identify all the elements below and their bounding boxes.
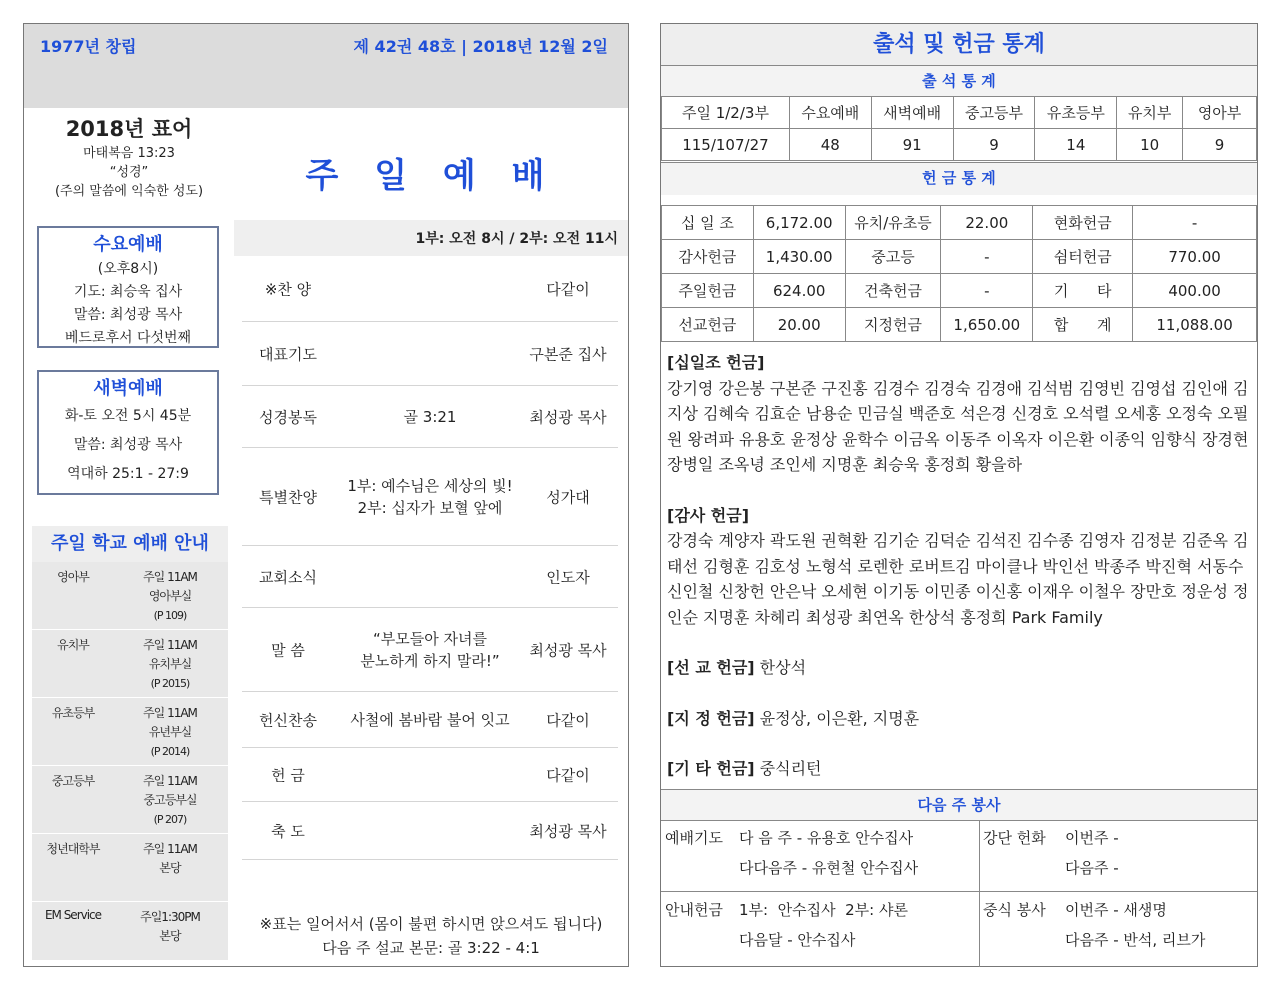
- order-row: [242, 448, 618, 546]
- mission-names-block: [667, 655, 1253, 681]
- order-label: 대표기도: [259, 345, 317, 363]
- offering-label: 현화헌금: [1033, 206, 1133, 240]
- offering-label: 합 계: [1033, 308, 1133, 342]
- tithe-names: 강기영 강은봉 구본준 구진홍 김경수 김경숙 김경애 김석범 김영빈 김영섭 김인애 김지상 김혜숙 김효순 남용순 민금실 백준호 석은경 신경호 오석렬 오세홍 오정숙 오필원 왕려파 유용호 윤정상 윤학수 이금옥 이동주 이옥자 이은환 이종익 임향식 장경현 장병일 조옥녕 조인세 지명훈 최승욱 홍정희 황을하: [667, 378, 1249, 474]
- school-place: 본당: [159, 861, 181, 875]
- school-time: 주일 11AM: [143, 570, 197, 584]
- school-info: [118, 568, 222, 625]
- attendance-header: 영아부: [1183, 97, 1257, 129]
- order-row: [242, 802, 618, 860]
- order-row: [242, 256, 618, 322]
- school-row: [32, 766, 228, 834]
- dawn-line: 말씀: 최성광 목사: [73, 437, 183, 453]
- offering-amount: 6,172.00: [753, 206, 845, 240]
- order-detail: 골 3:21: [403, 407, 457, 426]
- school-time: 주일1:30PM: [140, 910, 200, 924]
- guide-line: 다음달 - 안수집사: [739, 931, 856, 949]
- motto-section: [24, 114, 234, 201]
- prayer-label: 예배기도: [665, 829, 723, 847]
- order-label: 축 도: [271, 822, 305, 840]
- dawn-line: 화-토 오전 5시 45분: [64, 408, 192, 424]
- thanks-names: 강경숙 계양자 곽도원 권혁환 김기순 김덕순 김석진 김수종 김영자 김정분 김준옥 김태선 김형훈 김호성 노형석 로렌한 로버트김 마이클나 박인선 박종주 박진혁 서동수 신인철 신창헌 안은낙 오세현 이기동 이민종 이신홍 이재우 이철우 장만호 정운성 정인순 지명훈 차헤리 최성광 최연옥 한상석 홍정희 Park Family: [667, 531, 1249, 627]
- attendance-header: 새벽예배: [871, 97, 953, 129]
- mission-names: 한상석: [754, 658, 807, 677]
- thanks-names-block: [667, 503, 1253, 631]
- offering-amount: 1,650.00: [941, 308, 1033, 342]
- offering-names: [667, 350, 1253, 807]
- motto-verse: 마태복음 13:23: [83, 146, 175, 161]
- school-dept: 유초등부: [51, 706, 95, 720]
- offering-label: 기 타: [1033, 274, 1133, 308]
- order-leader: 다같이: [546, 280, 590, 298]
- school-row: [32, 902, 228, 960]
- flower-line: 다음주 -: [1065, 859, 1119, 877]
- bulletin-header: [24, 24, 628, 108]
- offering-amount: 400.00: [1133, 274, 1257, 308]
- attendance-header: 유치부: [1117, 97, 1183, 129]
- offering-amount: 11,088.00: [1133, 308, 1257, 342]
- offering-row: [662, 206, 1257, 240]
- school-place: 중고등부실: [143, 793, 197, 807]
- worship-time-bar: [234, 220, 628, 256]
- order-detail: 사철에 봄바람 불어 잇고: [350, 710, 510, 729]
- attendance-value: 14: [1035, 129, 1117, 161]
- school-room: (P 2014): [150, 745, 190, 758]
- offering-row: [662, 240, 1257, 274]
- dawn-title: 새벽예배: [93, 378, 163, 399]
- flower-line: 이번주 -: [1065, 829, 1119, 847]
- attendance-value: 9: [1183, 129, 1257, 161]
- school-dept: 중고등부: [51, 774, 95, 788]
- other-names: 중식리턴: [754, 759, 822, 778]
- next-week-service: [661, 820, 1257, 966]
- next-sermon-text: 다음 주 설교 본문: 골 3:22 - 4:1: [322, 939, 540, 957]
- worship-times: 1부: 오전 8시 / 2부: 오전 11시: [415, 231, 618, 247]
- order-label: 교회소식: [259, 568, 317, 586]
- offering-row: [662, 274, 1257, 308]
- offering-amount: 20.00: [753, 308, 845, 342]
- order-detail: “부모들아 자녀를 분노하게 하지 말라!”: [360, 629, 500, 670]
- school-time: 주일 11AM: [143, 638, 197, 652]
- offering-amount: 770.00: [1133, 240, 1257, 274]
- school-room: (P 207): [153, 813, 187, 826]
- order-leader: 최성광 목사: [529, 408, 607, 426]
- order-leader: 다같이: [546, 766, 590, 784]
- designated-names-block: [667, 706, 1253, 732]
- worship-title-area: [234, 108, 628, 220]
- offering-row: [662, 308, 1257, 342]
- offering-label: 십 일 조: [662, 206, 754, 240]
- designated-names: 윤정상, 이은환, 지명훈: [754, 708, 920, 728]
- designated-heading: [지 정 헌금]: [667, 708, 755, 728]
- dawn-service-box: [37, 370, 219, 495]
- school-room: (P 2015): [150, 677, 190, 690]
- school-place: 유년부실: [148, 725, 192, 739]
- attendance-value: 91: [871, 129, 953, 161]
- offering-label: 지정헌금: [845, 308, 941, 342]
- order-row: [242, 692, 618, 748]
- order-label: 헌신찬송: [259, 711, 317, 729]
- other-names-block: [667, 756, 1253, 782]
- bulletin-left-page: [23, 23, 629, 967]
- flower-label: 강단 헌화: [983, 829, 1046, 847]
- divider: [979, 821, 980, 967]
- order-label: 특별찬양: [259, 488, 317, 506]
- thanks-heading: [감사 헌금]: [667, 505, 750, 525]
- order-leader: 최성광 목사: [529, 822, 607, 840]
- issue-info: 제 42권 48호 | 2018년 12월 2일: [353, 37, 608, 56]
- school-row: [32, 834, 228, 902]
- offering-label: 건축헌금: [845, 274, 941, 308]
- dawn-line: 역대하 25:1 - 27:9: [67, 466, 189, 482]
- offering-title: 헌 금 통 계: [661, 162, 1257, 195]
- school-place: 본당: [159, 929, 181, 943]
- mission-heading: [선 교 헌금]: [667, 658, 755, 677]
- order-leader: 인도자: [546, 568, 590, 586]
- worship-note: [234, 912, 628, 960]
- wednesday-line: 베드로후서 다섯번째: [64, 330, 192, 346]
- sidebar: [24, 108, 234, 966]
- next-week-title: 다음 주 봉사: [661, 789, 1257, 820]
- school-info: [118, 772, 222, 829]
- wednesday-service-box: [37, 226, 219, 348]
- stats-title: 출석 및 헌금 통계: [661, 24, 1257, 65]
- divider: [661, 891, 1257, 892]
- school-info: [118, 636, 222, 693]
- sunday-school-title: 주일 학교 예배 안내: [32, 526, 228, 562]
- offering-label: 유치/유초등: [845, 206, 941, 240]
- bulletin-right-page: [660, 23, 1258, 967]
- offering-label: 선교헌금: [662, 308, 754, 342]
- offering-amount: -: [1133, 206, 1257, 240]
- offering-amount: -: [941, 274, 1033, 308]
- worship-order: [242, 256, 618, 860]
- standing-note: ※표는 일어서서 (몸이 불편 하시면 앉으셔도 됩니다): [259, 915, 603, 933]
- school-dept: 영아부: [57, 570, 89, 584]
- offering-table: [661, 205, 1257, 342]
- offering-label: 감사헌금: [662, 240, 754, 274]
- school-row: [32, 630, 228, 698]
- guide-line: 1부: 안수집사 2부: 샤론: [739, 901, 908, 919]
- offering-label: 쉼터헌금: [1033, 240, 1133, 274]
- attendance-header: 유초등부: [1035, 97, 1117, 129]
- other-heading: [기 타 헌금]: [667, 759, 755, 778]
- offering-amount: 22.00: [941, 206, 1033, 240]
- lunch-label: 중식 봉사: [983, 901, 1046, 919]
- order-leader: 구본준 집사: [529, 345, 607, 363]
- order-row: [242, 748, 618, 802]
- worship-main: [234, 108, 628, 966]
- school-info: [118, 704, 222, 761]
- offering-amount: 1,430.00: [753, 240, 845, 274]
- order-label: 헌 금: [271, 766, 305, 784]
- school-row: [32, 698, 228, 766]
- sunday-school-list: [32, 562, 228, 960]
- attendance-title: 출 석 통 계: [661, 65, 1257, 96]
- attendance-value: 10: [1117, 129, 1183, 161]
- order-row: [242, 546, 618, 608]
- attendance-value: 115/107/27: [662, 129, 790, 161]
- order-label: 성경봉독: [259, 408, 317, 426]
- offering-label: 중고등: [845, 240, 941, 274]
- school-dept: 유치부: [57, 638, 89, 652]
- worship-title: 주 일 예 배: [305, 156, 557, 196]
- offering-amount: -: [941, 240, 1033, 274]
- order-row: [242, 608, 618, 692]
- school-place: 영아부실: [148, 589, 192, 603]
- order-leader: 최성광 목사: [529, 641, 607, 659]
- prayer-line: 다 음 주 - 유용호 안수집사: [739, 829, 914, 847]
- wednesday-line: 말씀: 최성광 목사: [73, 307, 183, 323]
- attendance-header: 주일 1/2/3부: [662, 97, 790, 129]
- wednesday-title: 수요예배: [93, 234, 163, 255]
- school-dept: 청년대학부: [46, 842, 100, 856]
- lunch-line: 다음주 - 반석, 리브가: [1065, 931, 1206, 949]
- school-info: [118, 840, 222, 878]
- attendance-table: [661, 96, 1257, 161]
- offering-amount: 624.00: [753, 274, 845, 308]
- school-room: (P 109): [153, 609, 187, 622]
- school-time: 주일 11AM: [143, 842, 197, 856]
- prayer-line: 다다음주 - 유현철 안수집사: [739, 859, 919, 877]
- tithe-heading: [십일조 헌금]: [667, 353, 765, 372]
- order-label: 말 씀: [271, 641, 305, 659]
- motto-desc: (주의 말씀에 익숙한 성도): [54, 184, 204, 199]
- attendance-header: 중고등부: [953, 97, 1035, 129]
- attendance-value: 9: [953, 129, 1035, 161]
- guide-label: 안내헌금: [665, 901, 723, 919]
- order-detail: 1부: 예수님은 세상의 빛! 2부: 십자가 보혈 앞에: [347, 476, 513, 517]
- school-row: [32, 562, 228, 630]
- school-place: 유치부실: [148, 657, 192, 671]
- attendance-header-row: [662, 97, 1257, 129]
- lunch-line: 이번주 - 새생명: [1065, 901, 1167, 919]
- school-info: [118, 908, 222, 946]
- order-leader: 성가대: [546, 488, 590, 506]
- founded-text: 1977년 창립: [40, 37, 137, 56]
- offering-label: 주일헌금: [662, 274, 754, 308]
- attendance-value-row: [662, 129, 1257, 161]
- wednesday-line: 기도: 최승욱 집사: [73, 284, 183, 300]
- attendance-header: 수요예배: [789, 97, 871, 129]
- attendance-value: 48: [789, 129, 871, 161]
- motto-word: “성경”: [109, 165, 149, 180]
- school-dept: EM Service: [44, 908, 102, 922]
- school-time: 주일 11AM: [143, 706, 197, 720]
- order-label: ※찬 양: [264, 280, 312, 298]
- order-row: [242, 322, 618, 386]
- order-row: [242, 386, 618, 448]
- motto-title: 2018년 표어: [65, 117, 193, 141]
- wednesday-line: (오후8시): [97, 261, 159, 277]
- order-leader: 다같이: [546, 711, 590, 729]
- school-time: 주일 11AM: [143, 774, 197, 788]
- tithe-names-block: [667, 350, 1253, 478]
